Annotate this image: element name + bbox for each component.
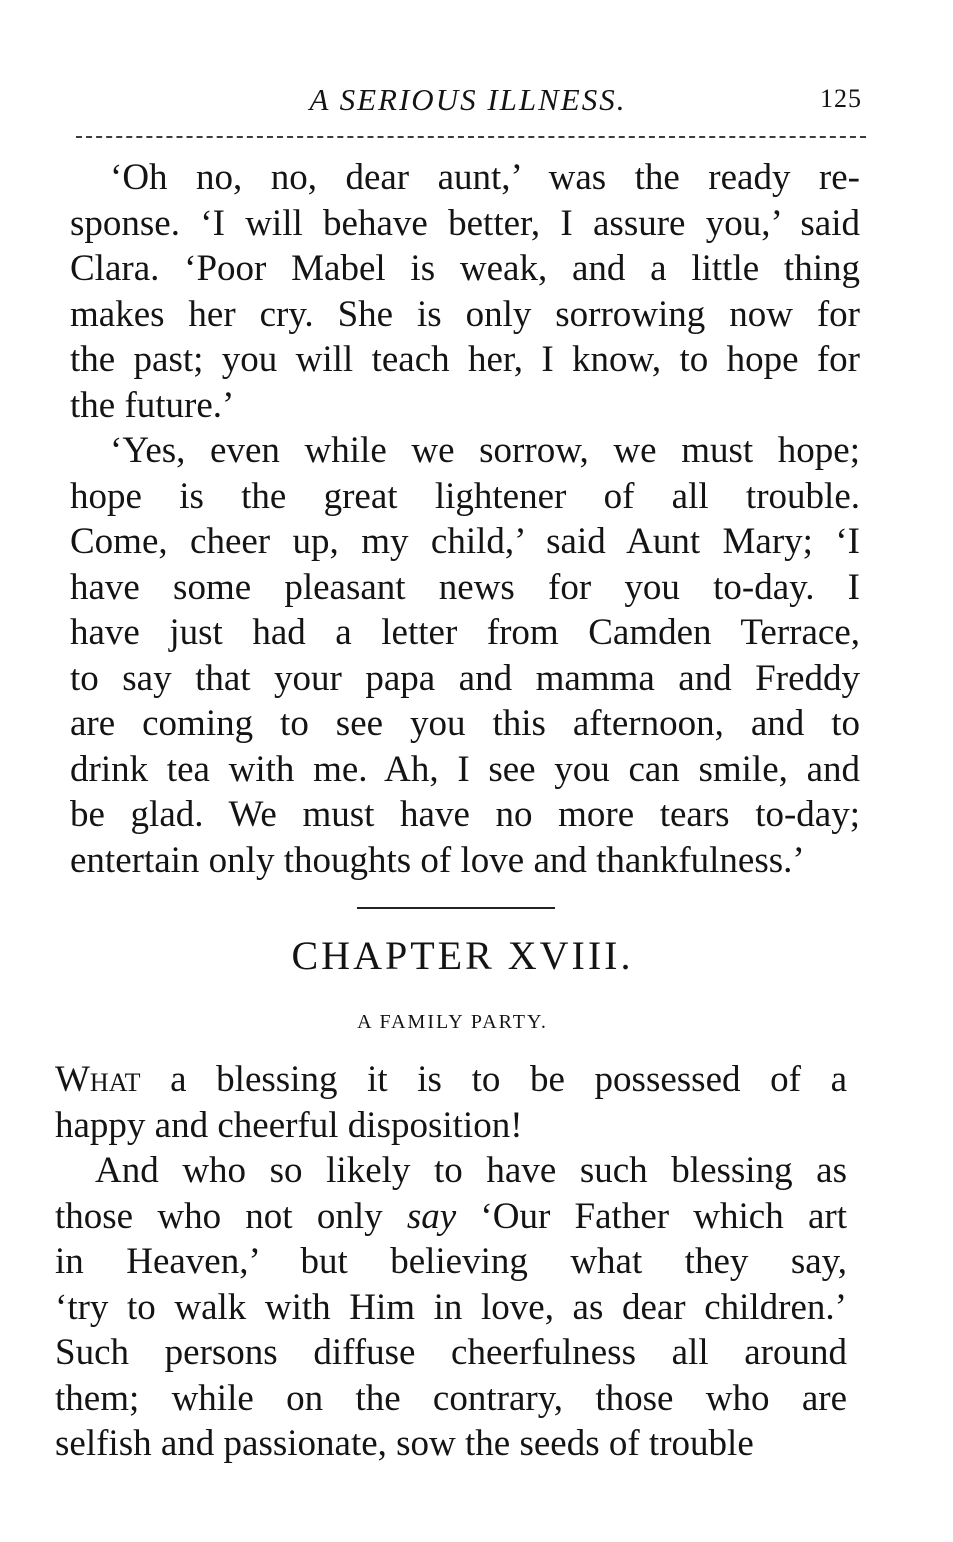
- text-line: them; while on the contrary, those who are: [55, 1377, 847, 1419]
- running-title: A SERIOUS ILLNESS.: [309, 82, 627, 117]
- text-block-upper: [70, 155, 860, 883]
- text-line: Such persons diffuse cheerfulness all around: [55, 1332, 847, 1373]
- chapter-title: CHAPTER XVIII.: [291, 933, 634, 978]
- text-fragment: ‘Our Father which art: [456, 1195, 847, 1237]
- text-line: are coming to see you this afternoon, and to: [70, 703, 860, 744]
- text-line: [55, 1057, 847, 1103]
- text-line: be glad. We must have no more tears to-day;: [70, 794, 860, 835]
- text-fragment: a blessing it is to be possessed of a: [140, 1059, 847, 1100]
- chapter-opening-word: What: [55, 1059, 141, 1100]
- text-line: have just had a letter from Camden Terrace,: [70, 612, 860, 653]
- text-line: the past; you will teach her, I know, to hope for: [70, 339, 860, 380]
- text-line: happy and cheerful disposition!: [55, 1104, 523, 1146]
- text-line: ‘Yes, even while we sorrow, we must hope;: [110, 430, 860, 471]
- text-line: selfish and passionate, sow the seeds of trouble: [55, 1423, 754, 1464]
- text-line: in Heaven,’ but believing what they say,: [55, 1241, 847, 1282]
- text-line: sponse. ‘I will behave better, I assure you,’ said: [70, 202, 860, 244]
- text-line: ‘try to walk with Him in love, as dear children.’: [55, 1286, 847, 1328]
- italic-word: say: [406, 1195, 457, 1237]
- text-line: Clara. ‘Poor Mabel is weak, and a little thing: [70, 248, 860, 289]
- text-line: hope is the great lightener of all trouble.: [70, 475, 860, 517]
- text-fragment: those who not only: [55, 1195, 407, 1237]
- text-line: [55, 1194, 847, 1240]
- text-line: And who so likely to have such blessing as: [95, 1150, 847, 1191]
- text-block-lower: [55, 1057, 847, 1467]
- chapter-subtitle: A FAMILY PARTY.: [357, 1011, 548, 1033]
- text-line: ‘Oh no, no, dear aunt,’ was the ready re-: [110, 157, 860, 198]
- text-line: the future.’: [70, 384, 235, 426]
- page-number: 125: [820, 84, 862, 113]
- text-line: to say that your papa and mamma and Freddy: [70, 657, 860, 699]
- text-line: entertain only thoughts of love and thankfulness.’: [70, 839, 805, 881]
- chapter-divider-rule: [357, 907, 555, 909]
- text-line: Come, cheer up, my child,’ said Aunt Mary; ‘I: [70, 521, 860, 562]
- text-line: have some pleasant news for you to-day. I: [70, 566, 860, 608]
- running-head: [68, 82, 868, 126]
- header-rule: [76, 136, 866, 138]
- text-line: makes her cry. She is only sorrowing now for: [70, 293, 860, 335]
- text-line: drink tea with me. Ah, I see you can smile, and: [70, 748, 860, 790]
